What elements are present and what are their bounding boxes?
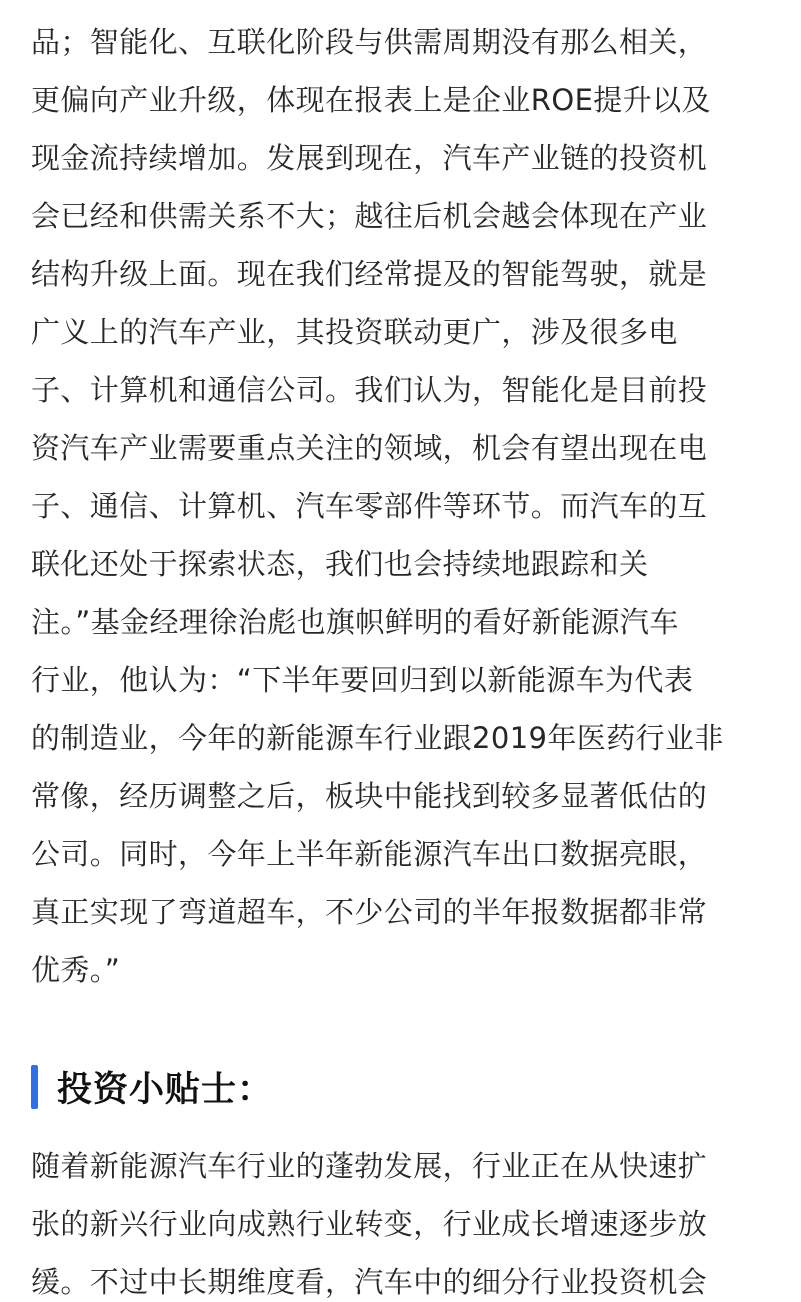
paragraph-1-line-4: 会已经和供需关系不大；越往后机会越会体现在产业 xyxy=(31,199,708,233)
paragraph-2-line-3: 缓。不过中长期维度看，汽车中的细分行业投资机会 xyxy=(31,1265,708,1299)
paragraph-1-line-10: 联化还处于探索状态，我们也会持续地跟踪和关 xyxy=(31,547,649,581)
heading-accent-bar xyxy=(31,1065,38,1109)
section-heading xyxy=(31,1061,273,1113)
paragraph-1-line-13: 的制造业，今年的新能源车行业跟2019年医药行业非 xyxy=(31,721,724,755)
paragraph-1-line-2: 更偏向产业升级，体现在报表上是企业ROE提升以及 xyxy=(31,83,711,117)
paragraph-1-line-17: 优秀。” xyxy=(31,953,121,987)
paragraph-2-line-2: 张的新兴行业向成熟行业转变，行业成长增速逐步放 xyxy=(31,1207,708,1241)
paragraph-1-line-7: 子、计算机和通信公司。我们认为，智能化是目前投 xyxy=(31,373,708,407)
paragraph-1-line-15: 公司。同时，今年上半年新能源汽车出口数据亮眼， xyxy=(31,837,708,871)
paragraph-1-line-3: 现金流持续增加。发展到现在，汽车产业链的投资机 xyxy=(31,141,708,175)
paragraph-1-line-1: 品；智能化、互联化阶段与供需周期没有那么相关， xyxy=(31,25,708,59)
paragraph-1-line-8: 资汽车产业需要重点关注的领域，机会有望出现在电 xyxy=(31,431,708,465)
paragraph-1-line-9: 子、通信、计算机、汽车零部件等环节。而汽车的互 xyxy=(31,489,708,523)
paragraph-1-line-11: 注。”基金经理徐治彪也旗帜鲜明的看好新能源汽车 xyxy=(31,605,679,639)
paragraph-1-line-6: 广义上的汽车产业，其投资联动更广，涉及很多电 xyxy=(31,315,678,349)
paragraph-1-line-14: 常像，经历调整之后，板块中能找到较多显著低估的 xyxy=(31,779,708,813)
paragraph-1-line-12: 行业，他认为：“下半年要回归到以新能源车为代表 xyxy=(31,663,694,697)
paragraph-2-line-1: 随着新能源汽车行业的蓬勃发展，行业正在从快速扩 xyxy=(31,1149,708,1183)
paragraph-1-line-5: 结构升级上面。现在我们经常提及的智能驾驶，就是 xyxy=(31,257,708,291)
paragraph-1-line-16: 真正实现了弯道超车，不少公司的半年报数据都非常 xyxy=(31,895,708,929)
section-title: 投资小贴士： xyxy=(57,1070,274,1110)
